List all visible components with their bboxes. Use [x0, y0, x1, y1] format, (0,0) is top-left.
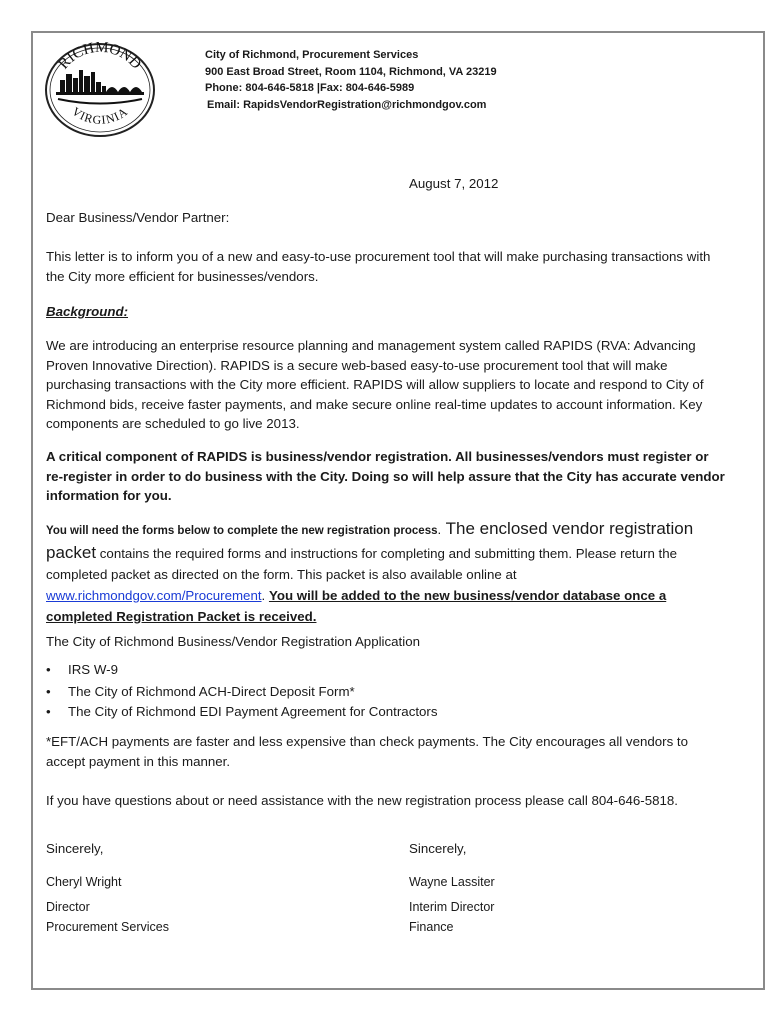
fax-number: 804-646-5989 [345, 82, 415, 94]
phone-label: Phone: [205, 82, 243, 94]
list-item [46, 682, 355, 702]
logo-top-text: RICHMOND [55, 42, 145, 73]
questions-paragraph: If you have questions about or need assistance with the new registration process please call 804-646-5818. [46, 793, 678, 808]
list-item [46, 702, 438, 722]
list-item-text: The City of Richmond EDI Payment Agreement for Contractors [68, 704, 438, 719]
bullet-icon: • [46, 662, 51, 677]
after-link: . [261, 588, 266, 603]
critical-paragraph: A critical component of RAPIDS is business/vendor registration. All businesses/vendors must register or re-register in order to do business with the City. Doing so will help assure that the City has accurate vendor information for you. [46, 449, 725, 503]
eft-note: *EFT/ACH payments are faster and less expensive than check payments. The City encourages all vendors to accept payment in this manner. [46, 734, 689, 769]
phone-number: 804-646-5818 [245, 82, 314, 94]
packet-text: The enclosed vendor registration packet [46, 519, 694, 562]
signer-title-left: Director [46, 900, 90, 914]
forms-lead: You will need the forms below to complete the new registration process [46, 525, 438, 537]
signer-name-left: Cheryl Wright [46, 875, 122, 889]
fax-label: Fax: [320, 82, 343, 94]
city-of-richmond-logo [44, 42, 156, 138]
forms-period: . [437, 522, 442, 537]
signer-dept-left: Procurement Services [46, 920, 169, 934]
letter-date: August 7, 2012 [409, 176, 499, 191]
header-org: City of Richmond, Procurement Services [205, 49, 419, 61]
signer-dept-right: Finance [409, 920, 454, 934]
signer-title-right: Interim Director [409, 900, 495, 914]
header-phone-fax [205, 80, 414, 96]
procurement-link[interactable]: www.richmondgov.com/Procurement [46, 588, 262, 603]
header-address: 900 East Broad Street, Room 1104, Richmond, VA 23219 [205, 66, 497, 78]
bullet-icon: • [46, 704, 51, 719]
packet-rest: contains the required forms and instructions for completing and submitting them. Please return the completed packet as directed on the form. This packet is also available online at [46, 546, 678, 582]
email-address: RapidsVendorRegistration@richmondgov.com [243, 99, 487, 111]
salutation: Dear Business/Vendor Partner: [46, 210, 230, 225]
background-paragraph: We are introducing an enterprise resource planning and management system called RAPIDS (RVA: Advancing Proven Innovative Direction). RAPIDS is a secure web-based easy-to-use procurement tool that will make purchasing transactions with the City more efficient. RAPIDS will allow suppliers to locate and respond to City of Richmond bids, receive faster payments, and make secure online real-time updates to account information. Key components are scheduled to go live 2013. [46, 338, 704, 431]
header-email [207, 97, 486, 113]
list-item [46, 660, 118, 680]
background-heading: Background: [46, 304, 129, 319]
added-notice: You will be added to the new business/vendor database once a completed Registration Packet is received. [46, 588, 667, 624]
closing-right: Sincerely, [409, 841, 467, 856]
list-item-text: The City of Richmond ACH-Direct Deposit Form* [68, 684, 355, 699]
list-item-text: IRS W-9 [68, 662, 118, 677]
application-line: The City of Richmond Business/Vendor Registration Application [46, 634, 420, 649]
bullet-icon: • [46, 684, 51, 699]
registration-paragraph [46, 518, 726, 627]
signer-name-right: Wayne Lassiter [409, 875, 495, 889]
separator: | [316, 82, 320, 94]
closing-left: Sincerely, [46, 841, 104, 856]
email-label: Email: [207, 99, 241, 111]
intro-paragraph: This letter is to inform you of a new and easy-to-use procurement tool that will make purchasing transactions with the City more efficient for businesses/vendors. [46, 249, 711, 284]
logo-bottom-text: VIRGINIA [69, 104, 131, 127]
page-border [31, 31, 765, 990]
